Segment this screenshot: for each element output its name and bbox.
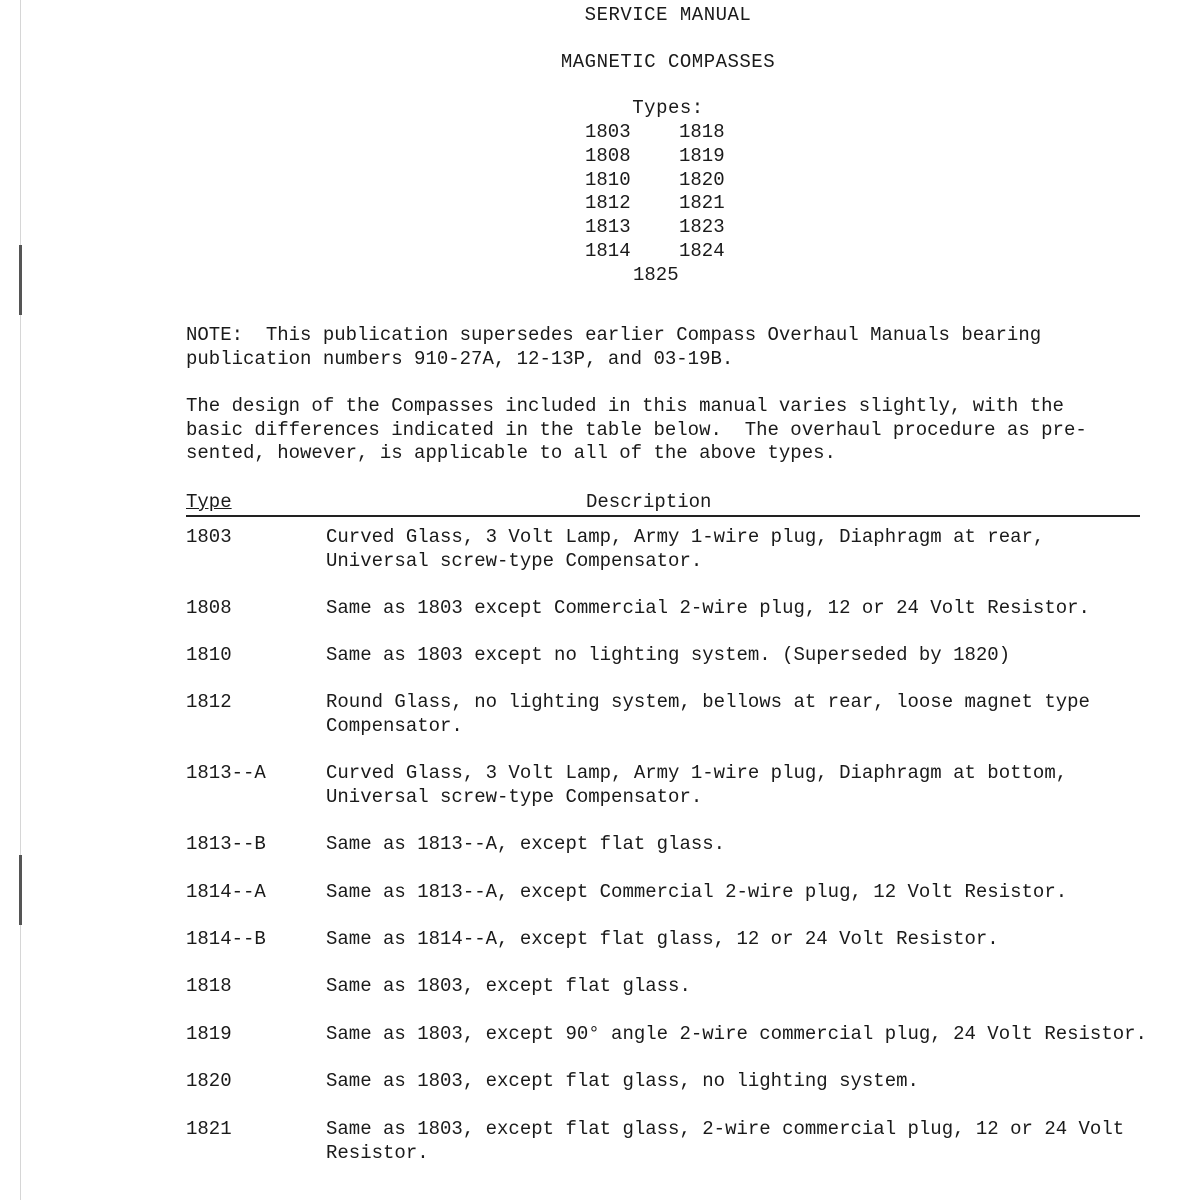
row-type: 1819 <box>186 1023 232 1045</box>
types-list <box>585 121 739 264</box>
types-label: Types: <box>632 97 704 119</box>
type-number: 1824 <box>679 239 725 262</box>
row-type: 1810 <box>186 644 232 666</box>
row-type: 1814--B <box>186 928 266 950</box>
row-type: 1813--B <box>186 833 266 855</box>
row-type: 1821 <box>186 1118 232 1140</box>
row-description: Same as 1814--A, except flat glass, 12 or 24 Volt Resistor. <box>326 928 999 950</box>
type-number: 1812 <box>585 192 631 215</box>
row-description: Same as 1803, except flat glass, 2-wire commercial plug, 12 or 24 Volt Resistor. <box>326 1118 1125 1164</box>
type-number: 1803 <box>585 121 631 143</box>
type-number: 1810 <box>585 168 631 191</box>
row-description: Curved Glass, 3 Volt Lamp, Army 1-wire plug, Diaphragm at bottom, Universal screw-type Compensator. <box>326 762 1068 808</box>
scan-edge-line <box>20 0 21 1200</box>
table-header <box>186 491 1140 517</box>
row-description: Same as 1803, except 90° angle 2-wire commercial plug, 24 Volt Resistor. <box>326 1023 1147 1045</box>
binding-mark <box>19 245 22 315</box>
column-header-type: Type <box>186 491 232 513</box>
row-type: 1813--A <box>186 762 266 784</box>
row-description: Curved Glass, 3 Volt Lamp, Army 1-wire plug, Diaphragm at rear, Universal screw-type Compensator. <box>326 526 1045 572</box>
row-type: 1814--A <box>186 881 266 903</box>
row-description: Same as 1803 except no lighting system. (Superseded by 1820) <box>326 644 1011 666</box>
row-description: Round Glass, no lighting system, bellows at rear, loose magnet type Compensator. <box>326 691 1090 737</box>
type-number: 1818 <box>679 121 725 143</box>
page-subtitle: MAGNETIC COMPASSES <box>560 51 776 73</box>
page-title: SERVICE MANUAL <box>584 4 752 26</box>
column-header-description: Description <box>586 491 712 513</box>
row-type: 1812 <box>186 691 232 713</box>
row-type: 1820 <box>186 1070 232 1092</box>
type-number: 1823 <box>679 216 725 239</box>
row-description: Same as 1803, except flat glass, no lighting system. <box>326 1070 919 1092</box>
type-number: 1820 <box>679 168 725 191</box>
row-description: Same as 1803 except Commercial 2-wire plug, 12 or 24 Volt Resistor. <box>326 597 1090 619</box>
type-number: 1821 <box>679 192 725 215</box>
binding-mark <box>19 855 22 925</box>
row-description: Same as 1813--A, except flat glass. <box>326 833 726 855</box>
design-paragraph: The design of the Compasses included in this manual varies slightly, with the basic differences indicated in the table below. The overhaul procedure as pre- sented, however, is applicable to all of the above types. <box>186 395 1087 464</box>
type-number: 1814 <box>585 239 631 262</box>
note-paragraph: NOTE: This publication supersedes earlier Compass Overhaul Manuals bearing publication numbers 910-27A, 12-13P, and 03-19B. <box>186 324 1042 370</box>
row-type: 1803 <box>186 526 232 548</box>
row-type: 1808 <box>186 597 232 619</box>
row-type: 1818 <box>186 975 232 997</box>
type-number: 1808 <box>585 144 631 167</box>
type-number: 1819 <box>679 144 725 167</box>
row-description: Same as 1813--A, except Commercial 2-wire plug, 12 Volt Resistor. <box>326 881 1068 903</box>
type-number-last: 1825 <box>633 264 679 286</box>
row-description: Same as 1803, except flat glass. <box>326 975 691 997</box>
type-number: 1813 <box>585 216 631 239</box>
